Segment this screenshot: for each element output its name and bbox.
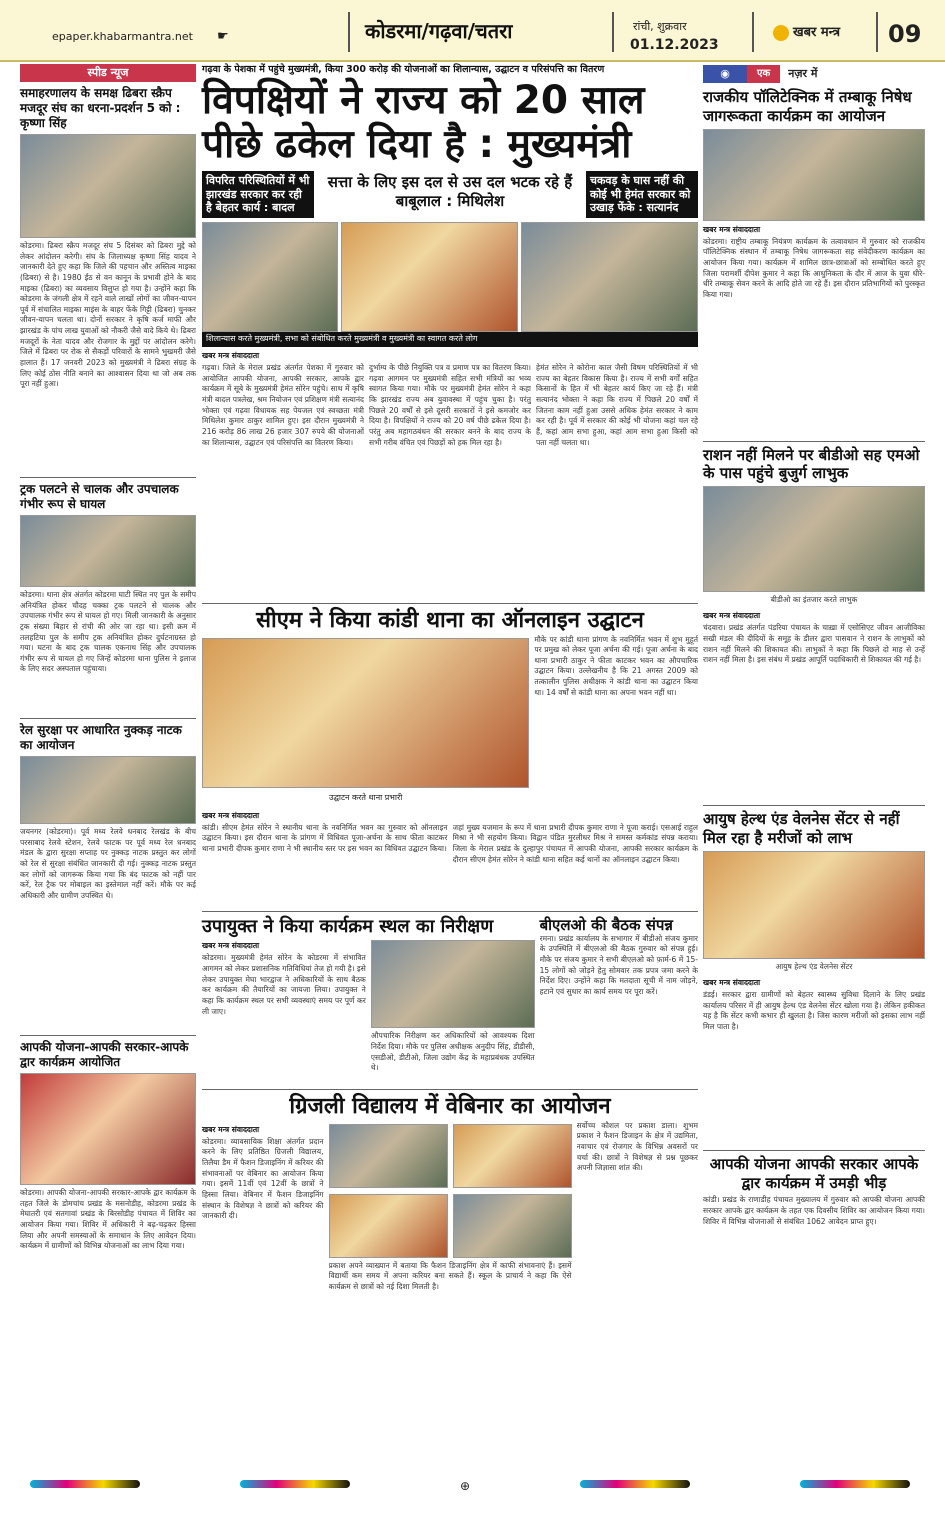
headline-line: विपक्षियों ने राज्य को 20 साल bbox=[202, 77, 645, 123]
color-registration-bar bbox=[800, 1480, 910, 1488]
ek-label: एक bbox=[747, 65, 780, 83]
lead-photo bbox=[341, 222, 518, 332]
webinar-block bbox=[202, 1121, 698, 1351]
divider bbox=[876, 12, 878, 52]
story-headline[interactable]: आपकी योजना-आपकी सरकार-आपके द्वार कार्यक्रम आयोजित bbox=[20, 1040, 189, 1069]
story-photo bbox=[202, 638, 529, 788]
subhead: सत्ता के लिए इस दल से उस दल भटक रहे हैं बाबूलाल : मिथिलेश bbox=[327, 172, 573, 210]
story-body: जहां मुख्य यजमान के रूप में थाना प्रभारी दीपक कुमार राणा ने पूजा कराई। एसआई राहुल मिश्रा ने भी सहयोग किया। विद्वान पंडित मुरलीधर मिश्र ने समस्त कर्मकांड संपन्न कराया। जिला के मेराल प्रखंड के दुल्हापुर पंचायत में आपकी योजना, आपकी सरकार कार्यक्रम के दौरान सीएम हेमंत सोरेन ने कांडी थाना सहित कई थानों का ऑनलाइन उद्घाटन किया। bbox=[452, 822, 698, 864]
subhead: विपरित परिस्थितियों में भी झारखंड सरकार कर रही है बेहतर कार्य : बादल bbox=[202, 171, 314, 218]
main-column bbox=[202, 64, 698, 1351]
story-body: कोडरमा। थाना क्षेत्र अंतर्गत कोडरमा घाटी स्थित नए पुल के समीप अनियंत्रित होकर चौदह चक्का ट्रक पलटने से चालक और उपचालक गंभीर रूप से घायल हो गए। मिली जानकारी के अनुसार ट्रक संख्या बिहार से रांची की ओर जा रहा था। इसी क्रम में तलहटिया पुल के समीप ट्रक अनियंत्रित होकर दुर्घटनाग्रस्त हो गया। घटना के बाद ट्रक चालक एकनाथ सिंह और उपचालक गंभीर रूप से घायल हो गए जिन्हें कोडरमा थाना पुलिस ने इलाज के लिए सदर अस्पताल पहुंचाया। bbox=[20, 590, 196, 674]
story-photo bbox=[20, 1073, 196, 1185]
story-headline[interactable]: उपायुक्त ने किया कार्यक्रम स्थल का निरीक्षण bbox=[202, 915, 494, 937]
divider bbox=[202, 1089, 698, 1090]
right-column bbox=[703, 64, 925, 1355]
story-photo bbox=[703, 486, 925, 592]
divider bbox=[752, 12, 754, 52]
lead-headline[interactable] bbox=[202, 79, 698, 167]
nazar-label: नज़र में bbox=[788, 66, 818, 80]
lead-caption: शिलान्यास करते मुख्यमंत्री, सभा को संबोधित करते मुख्यमंत्री व मुख्यमंत्री का स्वागत करते लोग bbox=[202, 332, 698, 347]
subhead: चकवड़ के घास नहीं की कोई भी हेमंत सरकार को उखाड़ फेंके : सत्यानंद bbox=[586, 171, 698, 218]
registration-mark-icon: ⊕ bbox=[460, 1479, 471, 1493]
lead-text bbox=[202, 363, 698, 599]
divider bbox=[348, 12, 350, 52]
story-headline[interactable]: ग्रिजली विद्यालय में वेबिनार का आयोजन bbox=[289, 1094, 611, 1120]
divider bbox=[703, 441, 925, 442]
story-body: दुर्भाग्य के पीछे नियुक्ति पत्र व प्रमाण पत्र का वितरण किया। गढ़वा आगमन पर मुख्यमंत्री सहित सभी मंत्रियों का भव्य स्वागत किया गया। मौके पर मुख्यमंत्री हेमंत सोरेन ने कहा कि झारखंड राज्य अब युवावस्था में पहुंच चुका है। परंतु पिछले 20 वर्षों से इसे दूसरी सरकारों ने इसे कमजोर कर दिया है। विपक्षियों ने राज्य को 20 वर्ष पीछे ढकेल दिया है। परंतु अब महागठबंधन की सरकार बनने के बाद राज्य के सभी गरीब वंचित एवं पिछड़ों को हक मिल रहा है। bbox=[369, 363, 531, 447]
color-registration-bar bbox=[240, 1480, 350, 1488]
photo-caption: उद्घाटन करते थाना प्रभारी bbox=[328, 792, 403, 802]
cursor-icon: ☛ bbox=[217, 29, 229, 44]
story-body: जयनगर (कोडरमा)। पूर्व मध्य रेलवे धनबाद रेलखंड के बीच परसाबाद रेलवे स्टेशन, रेलवे फाटक पर पूर्व मध्य रेल धनबाद मंडल के द्वारा सुरक्षा सप्ताह पर नुक्कड़ नाटक प्रस्तुत कर लोगों को रेल से सुरक्षा संबंधित जानकारी दी गई। नुक्कड़ नाटक प्रस्तुत कर लोगों को जागरूक किया गया कि बंद फाटक को नहीं पार करें, रेल ट्रैक पर मोबाइल का इस्तेमाल नहीं करें। मौके पर कई अधिकारी और ग्रामीण उपस्थित थे। bbox=[20, 827, 196, 900]
story-body: कोडरमा। मुख्यमंत्री हेमंत सोरेन के कोडरमा में संभावित आगमन को लेकर प्रशासनिक गतिविधियां तेज हो गयी है। इसे लेकर उपायुक्त मेघा भारद्वाज ने अधिकारियों के साथ बैठक कर कार्यक्रम की तैयारियों का जायजा लिया। उपायुक्त ने कहा कि कार्यक्रम स्थल पर सभी व्यवस्थाएं समय पर पूर्ण कर ली जाए। bbox=[202, 953, 366, 1016]
divider bbox=[20, 1035, 196, 1036]
divider bbox=[612, 12, 614, 52]
dc-block bbox=[202, 937, 535, 1085]
story-photo bbox=[453, 1194, 572, 1258]
story-body: रमना। प्रखंड कार्यालय के सभागार में बीडीओ संजय कुमार के उपस्थिति में बीएलओ की बैठक गुरुवार को संपन्न हुई। मौके पर संजय कुमार ने सभी बीएलओ को फ़ार्म-6 में 15-15 लोगों को जोड़ने हेतु सोमवार तक प्रपत्र जमा करने के निर्देश दिए। उन्होंने कहा कि मतदाता सूची में नाम जोड़ने, हटाने एवं सुधार का कार्य समय पर पूरा करें। bbox=[539, 933, 698, 996]
story-photo bbox=[371, 940, 535, 1028]
story-body: कोडरमा। ढिबरा स्क्रैप मजदूर संघ 5 दिसंबर को ढिबरा मुद्दे को लेकर आंदोलन करेगी। संघ के जिलाध्यक्ष कृष्णा सिंह यादव ने जानकारी देते हुए कहा कि जिले की पहचान और अस्तित्व माइका (ढिबरा) से है। 1980 ईंठ से वन कानून के प्रभावी होने के बाद माइका (ढिबरा) का व्यवसाय विलुप्त हो गया है। उन्होंने कहा कि कोडरमा के जंगली क्षेत्र में रहने वाले लाखों लोगों का जीवन-यापन पूर्व में संचालित माइका माइंस के बाहर फेंके गिट्टी (ढिबरा) चुनकर जीवन-यापन चलता था। दोनों सरकार ने कृषि कर्ज माफी और झारखंड के पांच लाख युवाओं को नौकरी जैसे वादे किये थे। ढिबरा मजदूरों के नेता यादव और रोजगार के मुद्दों पर आंदोलन करेगे। जिले में ढिबरा पर रोक से सैकड़ों परिवारों के सामने भुखमरी जैसे हालात हैं। 17 जनवरी 2023 को मुख्यमंत्री ने ढिबरा संग्रह के लिए कोई ठोस नीति बनाने का आश्वासन दिया था जो अब तक पूरा नहीं हुआ। bbox=[20, 241, 196, 389]
speed-news-bar: स्पीड न्यूज bbox=[20, 64, 196, 82]
story-photo bbox=[703, 851, 925, 959]
page-header bbox=[0, 0, 945, 62]
byline: खबर मन्त्र संवाददाता bbox=[703, 224, 761, 234]
lead-kicker: गढ़वा के पेशका में पहुंचे मुख्यमंत्री, किया 300 करोड़ की योजनाओं का शिलान्यास, उद्घाटन व परिसंपत्ति का वितरण bbox=[202, 64, 605, 75]
story-headline[interactable]: राजकीय पॉलिटेक्निक में तम्बाकू निषेध जागरूकता कार्यक्रम का आयोजन bbox=[703, 88, 912, 125]
lead-photo bbox=[521, 222, 698, 332]
story-body: कोडरमा। आपकी योजना-आपकी सरकार-आपके द्वार कार्यक्रम के तहत जिले के डोमचांच प्रखंड के मसनोडीह, कोडरमा प्रखंड के मेघातरी एवं सतगावां प्रखंड के बिरसोडीह पंचायत में शिविर का आयोजन किया गया। शिविर में अधिकारी ने बढ़-चढ़कर हिस्सा लिया और अपनी समस्याओं के समाधान के लिए आवेदन दिया। कार्यक्रम में ग्रामीणों को विभिन्न योजनाओं का लाभ दिया गया। bbox=[20, 1188, 196, 1251]
story-body: कांडी। प्रखंड के राणाडीह पंचायत मुख्यालय में गुरुवार को आपकी योजना आपकी सरकार आपके द्वार कार्यक्रम के तहत एक दिवसीय शिविर का आयोजन किया गया। शिविर में विभिन्न योजनाओं से संबंधित 1062 आवेदन प्राप्त हुए। bbox=[703, 1195, 925, 1226]
byline: खबर मन्त्र संवाददाता bbox=[703, 611, 761, 621]
story-body: सर्वोच्च कौशल पर प्रकाश डाला। शुभम प्रकाश ने फैशन डिजाइन के क्षेत्र में उद्यमिता, नवाचार एवं रोजगार के विभिन्न अवसरों पर चर्चा की। छात्रों ने विशेषज्ञ से प्रश्न पूछकर अपनी जिज्ञासा शांत की। bbox=[576, 1120, 698, 1173]
left-column bbox=[20, 64, 196, 1408]
divider bbox=[202, 603, 698, 604]
story-photo bbox=[329, 1124, 448, 1188]
page-footer bbox=[0, 1472, 945, 1517]
photo-caption: आयुष हेल्थ एंड वेलनेस सेंटर bbox=[775, 961, 853, 971]
story-photo bbox=[20, 756, 196, 824]
story-headline[interactable]: सीएम ने किया कांडी थाना का ऑनलाइन उद्घाटन bbox=[256, 608, 644, 634]
story-headline[interactable]: समाहरणालय के समक्ष ढिबरा स्क्रैप मजदूर संघ का धरना-प्रदर्शन 5 को : कृष्णा सिंह bbox=[20, 86, 181, 130]
story-headline[interactable]: आयुष हेल्थ एंड वेलनेस सेंटर से नहीं मिल रहा है मरीजों को लाभ bbox=[703, 810, 900, 847]
story-body: मौके पर कांडी थाना प्रांगण के नवनिर्मित भवन में शुभ मुहूर्त पर प्रमुख को लेकर पूजा अर्चना की गई। पूजा अर्चना के बाद थाना प्रभारी ठाकुर ने फीता काटकर भवन का औपचारिक उद्घाटन किया। उल्लेखनीय है कि 21 अगस्त 2009 को तत्कालीन पुलिस अधीक्षक ने कांडी थाना का उद्घाटन किया था। 14 वर्षों से कांडी थाना का अपना भवन नहीं था। bbox=[534, 634, 698, 697]
story-photo bbox=[20, 134, 196, 238]
divider bbox=[20, 718, 196, 719]
thana-text bbox=[202, 823, 698, 907]
story-body: औपचारिक निरीक्षण कर अधिकारियों को आवश्यक दिशा निर्देश दिया। मौके पर पुलिस अधीक्षक अनुदीप सिंह, डीडीसी, एसडीओ, डीटीओ, जिला उद्योग केंद्र के महाप्रबंधक उपस्थित थे। bbox=[370, 1031, 535, 1073]
dc-bla-row bbox=[202, 916, 698, 1086]
logo-icon bbox=[773, 25, 789, 41]
brand-name: खबर मन्त्र bbox=[793, 25, 841, 40]
page-number: 09 bbox=[888, 20, 922, 48]
subheads bbox=[202, 171, 698, 218]
story-headline[interactable]: बीएलओ की बैठक संपन्न bbox=[539, 915, 673, 934]
webinar-photos bbox=[329, 1191, 572, 1261]
divider bbox=[202, 911, 698, 912]
ek-nazar-bar bbox=[703, 64, 925, 84]
story-body: हेमंत सोरेन ने कोरोना काल जैसी विषम परिस्थितियों में भी राज्य का बेहतर विकास किया है। राज्य में सभी वर्गों सहित किसानों के हित में भी बेहतर कार्य किए जा रहे हैं। मंत्री सत्यानंद भोक्ता ने कहा कि राज्य में पिछले 20 वर्षों में जितना काम नहीं हुआ उससे अधिक हेमंत सरकार ने काम कर रही है। पूर्व में सरकार की कोई भी योजना कहां चल रहे हैं, कहां आम सभा हुआ, कहां आम सभा हुआ किसी को पता नहीं चलता था। bbox=[536, 363, 698, 447]
story-body: प्रकाश अपने व्याख्यान में बताया कि फैशन डिजाइनिंग क्षेत्र में काफी संभावनाएं हैं। इसमें विद्यार्थी कम समय में अपना करियर बना सकते हैं। स्कूल के प्राचार्य ने कहा कि ऐसे कार्यक्रम से छात्रों को नई दिशा मिलती है। bbox=[328, 1260, 572, 1291]
lead-photos bbox=[202, 222, 698, 332]
story-body: डंडई। सरकार द्वारा ग्रामीणों को बेहतर स्वास्थ्य सुविधा दिलाने के लिए प्रखंड कार्यालय परिसर में ही आयुष हेल्थ एंड वेलनेस सेंटर खोला गया है। लेकिन हकीकत यह है कि सेंटर कभी कभार ही खुलता है। जिस कारण मरीजों को इसका लाभ नहीं मिल पाता है। bbox=[703, 989, 925, 1031]
lead-photo bbox=[202, 222, 338, 332]
headline-line: पीछे ढकेल दिया है : मुख्यमंत्री bbox=[202, 121, 632, 167]
byline: खबर मन्त्र संवाददाता bbox=[703, 977, 761, 987]
byline: खबर मन्त्र संवाददाता bbox=[202, 941, 260, 951]
divider bbox=[703, 805, 925, 806]
story-photo bbox=[329, 1194, 448, 1258]
story-photo bbox=[20, 515, 196, 587]
photo-caption: बीडीओ का इंतजार करते लाभुक bbox=[770, 595, 858, 605]
byline: खबर मन्त्र संवाददाता bbox=[202, 810, 260, 820]
story-headline[interactable]: आपकी योजना आपकी सरकार आपके द्वार कार्यक्रम में उमड़ी भीड़ bbox=[709, 1154, 919, 1192]
color-registration-bar bbox=[30, 1480, 140, 1488]
story-body: कोडरमा। व्यावसायिक शिक्षा अंतर्गत प्रदान करने के लिए प्रतिष्ठित ग्रिजली विद्यालय, तिलैया डैम में फैशन डिजाइनिंग में करियर की संभावनाओं पर वेबिनार का आयोजन किया गया। इसमें 11वीं एवं 12वीं के छात्रों ने हिस्सा लिया। वेबिनार में फैशन डिजाइनिंग संस्थान के विशेषज्ञ ने छात्रों को करियर की जानकारी दी। bbox=[202, 1136, 324, 1221]
edition-date: 01.12.2023 bbox=[630, 37, 719, 53]
city-day: रांची, शुक्रवार bbox=[633, 20, 687, 33]
byline: खबर मन्त्र संवाददाता bbox=[202, 1124, 260, 1134]
story-photo bbox=[703, 129, 925, 221]
story-headline[interactable]: राशन नहीं मिलने पर बीडीओ सह एमओ के पास पहुंचे बुजुर्ग लाभुक bbox=[703, 445, 920, 483]
webinar-photos bbox=[329, 1121, 572, 1191]
divider bbox=[20, 477, 196, 478]
thana-block bbox=[202, 635, 698, 807]
section-title: कोडरमा/गढ़वा/चतरा bbox=[365, 19, 513, 43]
story-body: कांडी। सीएम हेमंत सोरेन ने स्थानीय थाना के नवनिर्मित भवन का गुरुवार को ऑनलाइन उद्घाटन किया। इस दौरान थाना के प्रांगण में विधिवत पूजा-अर्चना के साथ फीता काटकर थाना प्रभारी दीपक कुमार राणा ने भी स्थानीय स्तर पर इस भवन का विधिवत उद्घाटन किया। bbox=[202, 822, 448, 853]
byline: खबर मन्त्र संवाददाता bbox=[202, 350, 260, 360]
divider bbox=[703, 1150, 925, 1151]
story-photo bbox=[453, 1124, 572, 1188]
story-body: चंदवारा। प्रखंड अंतर्गत पंडरिया पंचायत के चाख़ा में एसोसिएट जीवन आजीविका सखी मंडल की दीदियों के समूह के डीलर द्वारा पासवान ने राशन के लाभुकों को राशन नहीं मिलने की शिकायत की। लाभुकों ने कहा कि पिछले दो माह से उन्हें राशन नहीं मिला है। इस संबंध में प्रखंड आपूर्ति पदाधिकारी से शिकायत की गई है। bbox=[703, 623, 925, 665]
story-headline[interactable]: ट्रक पलटने से चालक और उपचालक गंभीर रूप से घायल bbox=[20, 482, 179, 511]
story-body: कोडरमा। राष्ट्रीय तम्बाकू नियंत्रण कार्यक्रम के तत्वावधान में गुरुवार को राजकीय पॉलिटेक्निक संस्थान में तम्बाकू निषेध जागरूकता सह संवेदीकरण कार्यक्रम का आयोजन किया गया। कार्यक्रम में शामिल छात्र-छात्राओं को सम्बोधित करते हुए जिला परामर्शी दीपेश कुमार ने कहा कि आधुनिकता के दौर में आज के युवा धीरे-धीरे तम्बाकू सेवन करने के आदि होते जा रहे हैं। इस दौरान प्रतिभागियों को पुरस्कृत किया गया। bbox=[703, 236, 925, 299]
story-body: गढ़वा। जिले के मेराल प्रखंड अंतर्गत पेशका में गुरुवार को आयोजित आपकी योजना, आपकी सरकार, आपके द्वार कार्यक्रम में सूबे के मुख्यमंत्री हेमंत सोरेन पहुंचे। साथ में कृषि मंत्री बादल पत्रलेख, श्रम नियोजन एवं प्रशिक्षण मंत्री सत्यानंद भोक्ता एवं गढ़वा विधायक सह पेयजल एवं स्वच्छता मंत्री मिथिलेश कुमार ठाकुर शामिल हुए। इस दौरान मुख्यमंत्री ने 216 करोड़ 86 लाख 26 हजार 307 रुपये की योजनाओं का शिलान्यास, उद्घाटन एवं परिसंपत्ति का वितरण किया। bbox=[202, 363, 364, 447]
story-headline[interactable]: रेल सुरक्षा पर आधारित नुक्कड़ नाटक का आयोजन bbox=[20, 723, 182, 752]
eye-icon: ◉ bbox=[703, 65, 747, 83]
brand-logo bbox=[773, 24, 840, 42]
color-registration-bar bbox=[580, 1480, 690, 1488]
site-url[interactable]: epaper.khabarmantra.net bbox=[52, 30, 193, 43]
